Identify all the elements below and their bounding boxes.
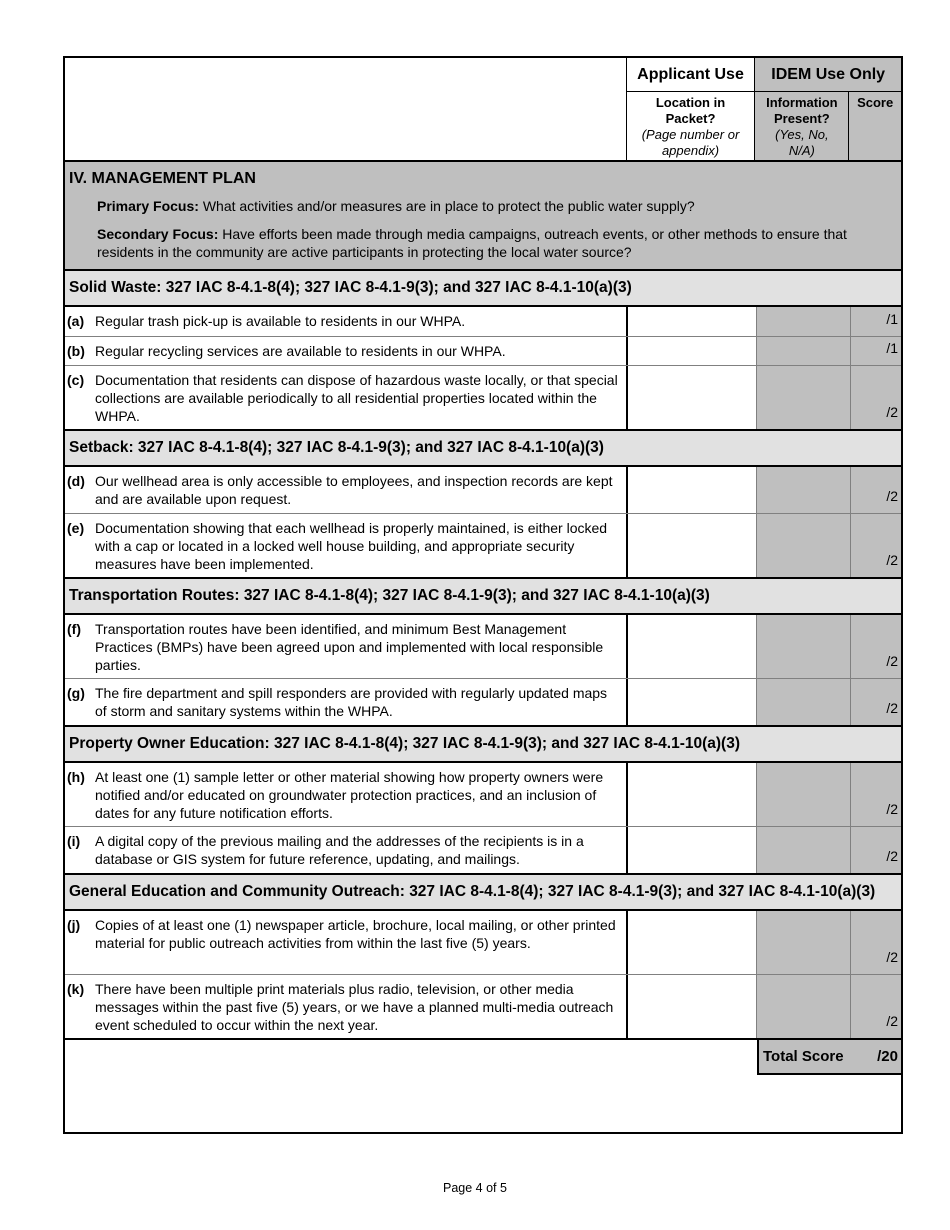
secondary-focus-text: Have efforts been made through media campaigns, outreach events, or other methods to ensure that residents in the community are active participants in protecting the local water source? bbox=[97, 226, 847, 260]
criteria-sections bbox=[65, 271, 901, 1038]
information-present-field[interactable] bbox=[757, 307, 851, 336]
score-cell bbox=[851, 366, 901, 429]
primary-focus bbox=[97, 197, 895, 215]
max-score: /2 bbox=[886, 848, 898, 864]
comments-area bbox=[65, 1075, 901, 1132]
criteria-description: Regular recycling services are available to residents in our WHPA. bbox=[95, 343, 506, 359]
score-cell bbox=[851, 763, 901, 826]
info-header-hint: (Yes, No, N/A) bbox=[775, 127, 829, 158]
max-score: /2 bbox=[886, 552, 898, 568]
score-cell bbox=[851, 467, 901, 513]
secondary-focus-label: Secondary Focus: bbox=[97, 226, 219, 242]
location-in-packet-field[interactable] bbox=[628, 615, 757, 678]
location-in-packet-field[interactable] bbox=[628, 514, 757, 577]
score-cell bbox=[851, 911, 901, 974]
criteria-text-cell bbox=[65, 366, 628, 429]
section-rows bbox=[65, 467, 901, 577]
section-rows bbox=[65, 911, 901, 1038]
criteria-text-cell bbox=[65, 615, 628, 678]
criteria-text-cell bbox=[65, 514, 628, 577]
criteria-letter: (c) bbox=[67, 372, 85, 388]
score-cell bbox=[851, 337, 901, 365]
section-header: Transportation Routes: 327 IAC 8-4.1-8(4); 327 IAC 8-4.1-9(3); and 327 IAC 8-4.1-10(a)(3) bbox=[65, 577, 901, 615]
max-score: /2 bbox=[886, 700, 898, 716]
section-rows bbox=[65, 763, 901, 873]
information-present-field[interactable] bbox=[757, 337, 851, 365]
primary-focus-label: Primary Focus: bbox=[97, 198, 199, 214]
section-header: Setback: 327 IAC 8-4.1-8(4); 327 IAC 8-4.1-9(3); and 327 IAC 8-4.1-10(a)(3) bbox=[65, 429, 901, 467]
section-rows bbox=[65, 307, 901, 429]
score-header-label: Score bbox=[857, 95, 894, 110]
score-cell bbox=[851, 679, 901, 725]
score-cell bbox=[851, 307, 901, 336]
criteria-description: There have been multiple print materials plus radio, television, or other media messages within the past five (5) years, or we have a planned multi-media outreach event scheduled to occur within the next year. bbox=[95, 981, 614, 1033]
criteria-description: Documentation showing that each wellhead is properly maintained, is either locked with a cap or located in a locked well house building, and appropriate security measures have been implemented. bbox=[95, 520, 608, 572]
criteria-row bbox=[65, 307, 901, 337]
idem-use-title: IDEM Use Only bbox=[755, 58, 901, 92]
location-column-header bbox=[627, 92, 755, 160]
management-plan-title: IV. MANAGEMENT PLAN bbox=[69, 170, 256, 187]
section-rows bbox=[65, 615, 901, 725]
criteria-text-cell bbox=[65, 337, 628, 365]
criteria-row bbox=[65, 337, 901, 366]
criteria-row bbox=[65, 827, 901, 873]
criteria-text-cell bbox=[65, 911, 628, 974]
total-score bbox=[757, 1040, 901, 1075]
information-present-field[interactable] bbox=[757, 763, 851, 826]
information-present-field[interactable] bbox=[757, 615, 851, 678]
criteria-letter: (a) bbox=[67, 313, 85, 329]
information-present-field[interactable] bbox=[757, 679, 851, 725]
criteria-letter: (b) bbox=[67, 343, 85, 359]
location-in-packet-field[interactable] bbox=[628, 307, 757, 336]
criteria-row bbox=[65, 514, 901, 577]
location-in-packet-field[interactable] bbox=[628, 911, 757, 974]
info-header-label: Information Present? bbox=[766, 95, 838, 126]
header-blank bbox=[65, 58, 627, 160]
criteria-letter: (d) bbox=[67, 473, 85, 489]
location-header-label: Location in Packet? bbox=[655, 95, 726, 126]
criteria-row bbox=[65, 467, 901, 514]
location-in-packet-field[interactable] bbox=[628, 827, 757, 873]
score-cell bbox=[851, 615, 901, 678]
criteria-text-cell bbox=[65, 307, 628, 336]
criteria-description: Documentation that residents can dispose of hazardous waste locally, or that special collections are available periodically to all residential properties located within the WHPA. bbox=[95, 372, 618, 424]
information-present-field[interactable] bbox=[757, 911, 851, 974]
total-score-value: /20 bbox=[877, 1048, 898, 1065]
secondary-focus bbox=[97, 225, 895, 261]
criteria-text-cell bbox=[65, 679, 628, 725]
criteria-description: Transportation routes have been identified, and minimum Best Management Practices (BMPs) have been agreed upon and implemented with local responsible parties. bbox=[95, 621, 604, 673]
max-score: /2 bbox=[886, 949, 898, 965]
max-score: /1 bbox=[886, 340, 898, 356]
total-score-label: Total Score bbox=[763, 1048, 844, 1065]
information-present-field[interactable] bbox=[757, 467, 851, 513]
location-in-packet-field[interactable] bbox=[628, 975, 757, 1038]
information-present-field[interactable] bbox=[757, 975, 851, 1038]
criteria-description: The fire department and spill responders are provided with regularly updated maps of storm and sanitary systems within the WHPA. bbox=[95, 685, 608, 719]
management-plan-intro bbox=[65, 162, 901, 271]
location-header-hint: (Page number or appendix) bbox=[641, 127, 740, 158]
management-plan-form bbox=[63, 56, 903, 1134]
criteria-row bbox=[65, 366, 901, 429]
location-in-packet-field[interactable] bbox=[628, 467, 757, 513]
applicant-use-title: Applicant Use bbox=[627, 58, 755, 92]
criteria-row bbox=[65, 975, 901, 1038]
criteria-text-cell bbox=[65, 827, 628, 873]
information-present-field[interactable] bbox=[757, 827, 851, 873]
max-score: /2 bbox=[886, 404, 898, 420]
criteria-description: At least one (1) sample letter or other material showing how property owners were notified and/or educated on groundwater protection practices, and an inclusion of dates for any future notification efforts. bbox=[95, 769, 604, 821]
score-cell bbox=[851, 827, 901, 873]
location-in-packet-field[interactable] bbox=[628, 679, 757, 725]
table-header bbox=[65, 58, 901, 162]
max-score: /2 bbox=[886, 1013, 898, 1029]
location-in-packet-field[interactable] bbox=[628, 366, 757, 429]
applicant-use-header bbox=[627, 58, 756, 160]
idem-use-header bbox=[755, 58, 901, 160]
criteria-description: Regular trash pick-up is available to residents in our WHPA. bbox=[95, 313, 466, 329]
criteria-row bbox=[65, 911, 901, 975]
section-header: Property Owner Education: 327 IAC 8-4.1-8(4); 327 IAC 8-4.1-9(3); and 327 IAC 8-4.1-10(a)(3) bbox=[65, 725, 901, 763]
criteria-letter: (e) bbox=[67, 520, 85, 536]
criteria-letter: (h) bbox=[67, 769, 85, 785]
score-cell bbox=[851, 514, 901, 577]
page-number: Page 4 of 5 bbox=[443, 1181, 507, 1195]
criteria-text-cell bbox=[65, 763, 628, 826]
criteria-letter: (j) bbox=[67, 917, 81, 933]
criteria-description: A digital copy of the previous mailing and the addresses of the recipients is in a database or GIS system for future reference, updating, and mailings. bbox=[95, 833, 584, 867]
max-score: /1 bbox=[886, 311, 898, 327]
primary-focus-text: What activities and/or measures are in place to protect the public water supply? bbox=[198, 198, 695, 214]
criteria-row bbox=[65, 763, 901, 827]
criteria-text-cell bbox=[65, 975, 628, 1038]
max-score: /2 bbox=[886, 488, 898, 504]
criteria-letter: (i) bbox=[67, 833, 81, 849]
location-in-packet-field[interactable] bbox=[628, 337, 757, 365]
max-score: /2 bbox=[886, 801, 898, 817]
criteria-description: Copies of at least one (1) newspaper article, brochure, local mailing, or other printed material for public outreach activities from within the last five (5) years. bbox=[95, 917, 616, 951]
section-header: General Education and Community Outreach: 327 IAC 8-4.1-8(4); 327 IAC 8-4.1-9(3); and 327 IAC 8-4.1-10(a)(3) bbox=[65, 873, 901, 911]
criteria-letter: (f) bbox=[67, 621, 81, 637]
criteria-row bbox=[65, 679, 901, 725]
criteria-letter: (k) bbox=[67, 981, 85, 997]
info-present-column-header bbox=[755, 92, 849, 160]
information-present-field[interactable] bbox=[757, 514, 851, 577]
criteria-letter: (g) bbox=[67, 685, 85, 701]
criteria-row bbox=[65, 615, 901, 679]
score-cell bbox=[851, 975, 901, 1038]
section-header: Solid Waste: 327 IAC 8-4.1-8(4); 327 IAC 8-4.1-9(3); and 327 IAC 8-4.1-10(a)(3) bbox=[65, 271, 901, 307]
criteria-text-cell bbox=[65, 467, 628, 513]
information-present-field[interactable] bbox=[757, 366, 851, 429]
location-in-packet-field[interactable] bbox=[628, 763, 757, 826]
score-column-header bbox=[849, 92, 901, 160]
total-row bbox=[65, 1038, 901, 1075]
max-score: /2 bbox=[886, 653, 898, 669]
criteria-description: Our wellhead area is only accessible to employees, and inspection records are kept and are available upon request. bbox=[95, 473, 613, 507]
